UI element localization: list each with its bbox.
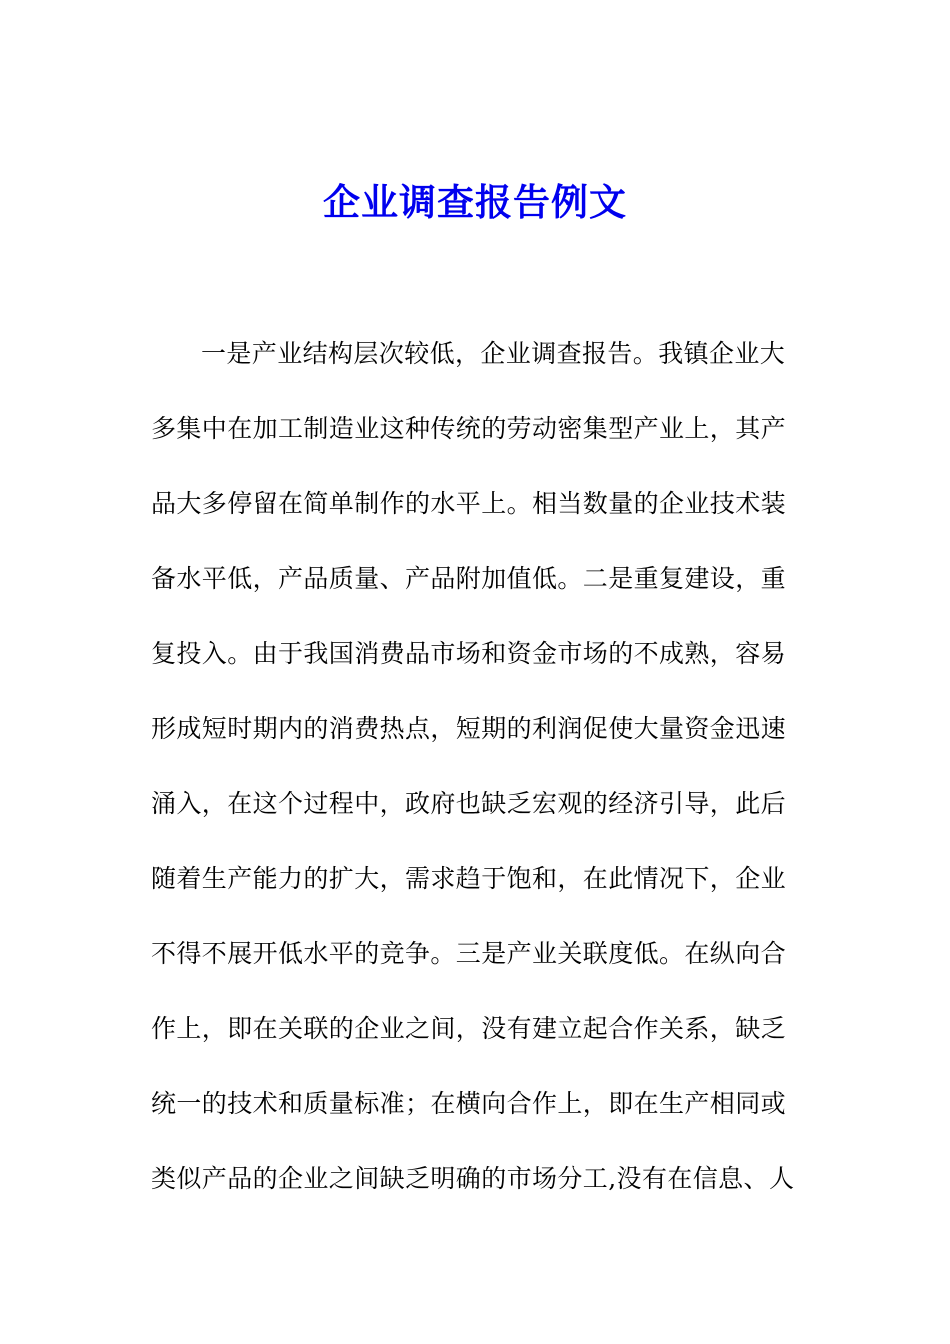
paragraph-line: 多集中在加工制造业这种传统的劳动密集型产业上，其产 bbox=[151, 414, 787, 443]
document-title: 企业调查报告例文 bbox=[323, 180, 627, 224]
paragraph-line: 品大多停留在简单制作的水平上。相当数量的企业技术装 bbox=[151, 489, 787, 518]
paragraph-line: 不得不展开低水平的竞争。三是产业关联度低。在纵向合 bbox=[151, 939, 787, 968]
paragraph-line: 统一的技术和质量标准；在横向合作上，即在生产相同或 bbox=[151, 1089, 787, 1118]
paragraph-line: 类似产品的企业之间缺乏明确的市场分工,没有在信息、人 bbox=[151, 1164, 795, 1193]
paragraph-line: 备水平低，产品质量、产品附加值低。二是重复建设，重 bbox=[151, 564, 787, 593]
paragraph-line: 作上，即在关联的企业之间，没有建立起合作关系，缺乏 bbox=[151, 1014, 787, 1043]
paragraph-line: 一是产业结构层次较低，企业调查报告。我镇企业大 bbox=[201, 339, 786, 368]
document-body bbox=[151, 329, 801, 1229]
paragraph-line: 涌入，在这个过程中，政府也缺乏宏观的经济引导，此后 bbox=[151, 789, 787, 818]
paragraph-line: 随着生产能力的扩大，需求趋于饱和，在此情况下，企业 bbox=[151, 864, 787, 893]
paragraph-line: 形成短时期内的消费热点，短期的利润促使大量资金迅速 bbox=[151, 714, 787, 743]
paragraph-line: 复投入。由于我国消费品市场和资金市场的不成熟，容易 bbox=[151, 639, 787, 668]
